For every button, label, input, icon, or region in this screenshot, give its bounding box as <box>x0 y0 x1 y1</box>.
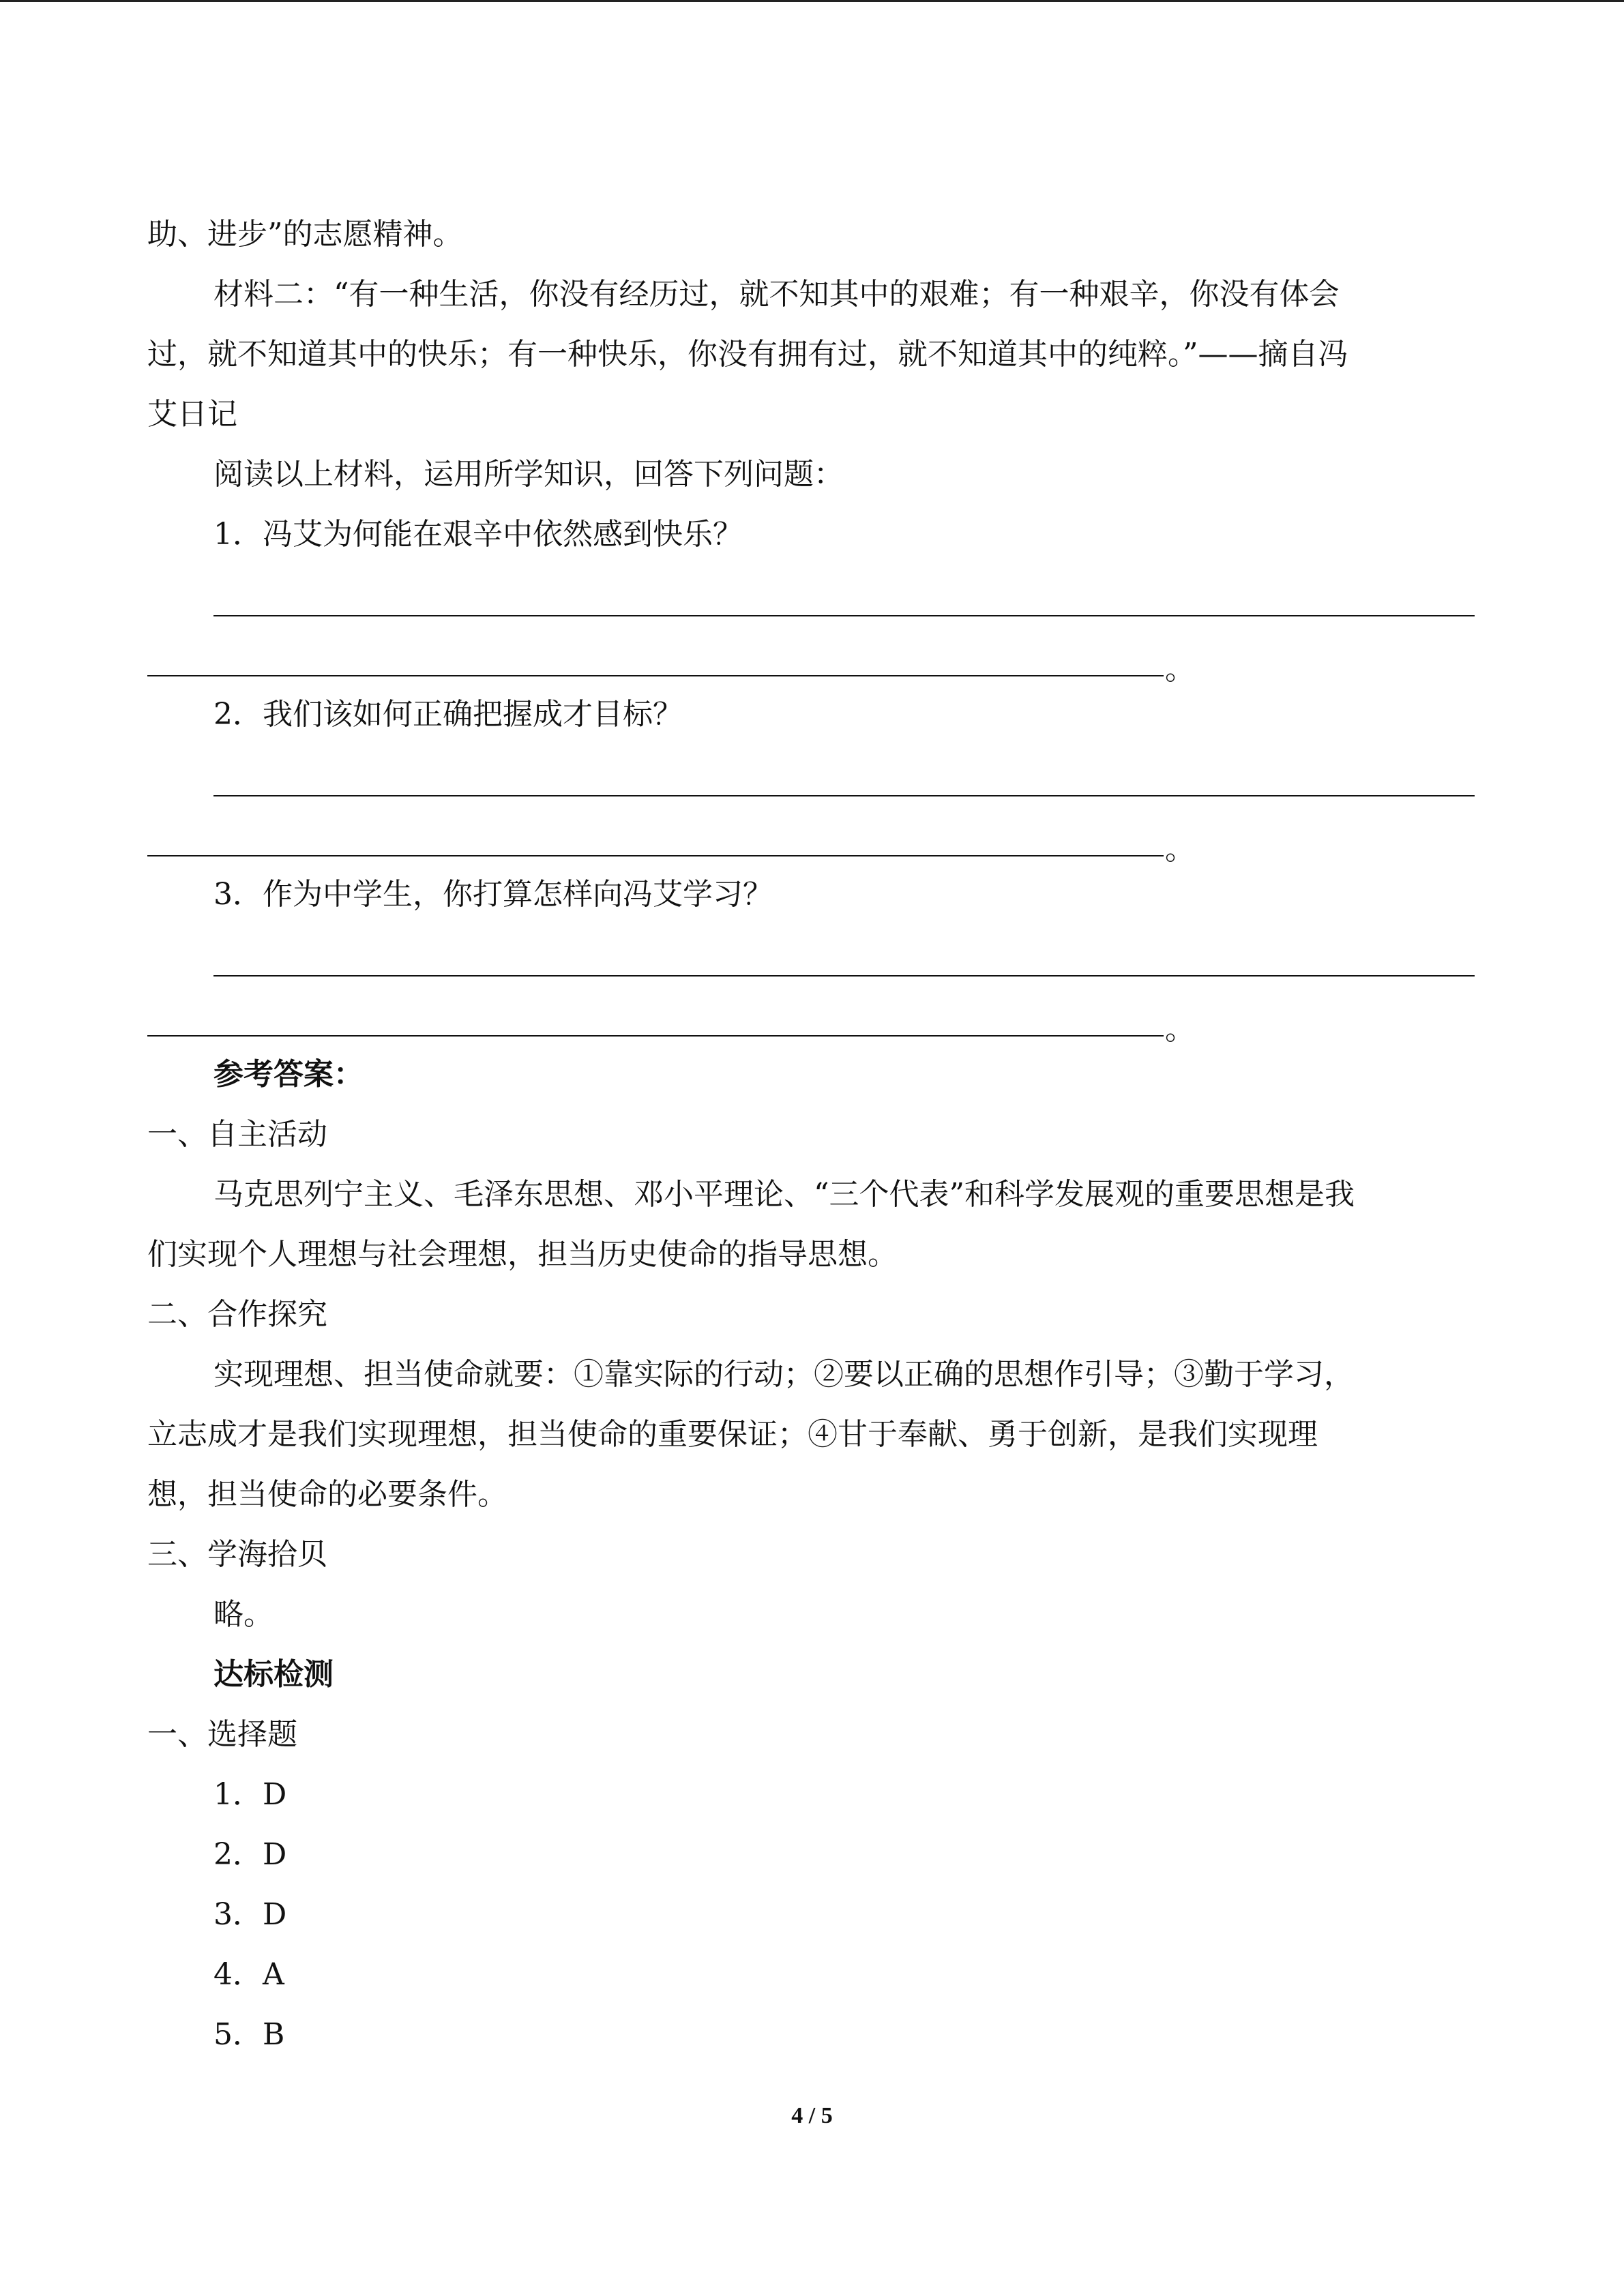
answer-blank-2b <box>147 805 1475 865</box>
section-heading: 一、自主活动 <box>147 1117 327 1152</box>
choice-answer: 5．B <box>213 2017 285 2052</box>
choice-answer: 4．A <box>213 1957 284 1992</box>
question-2: 2．我们该如何正确把握成才目标？ <box>213 697 683 732</box>
question-1: 1．冯艾为何能在艰辛中依然感到快乐？ <box>213 517 743 552</box>
text-line: 们实现个人理想与社会理想，担当历史使命的指导思想。 <box>147 1237 898 1272</box>
period-mark: 。 <box>1165 832 1195 867</box>
text-line: 立志成才是我们实现理想，担当使命的重要保证；④甘于奉献、勇于创新，是我们实现理 <box>147 1417 1318 1452</box>
top-border <box>0 0 1624 2</box>
period-mark: 。 <box>1165 1012 1195 1047</box>
text-line: 材料二：“有一种生活，你没有经历过，就不知其中的艰难；有一种艰辛，你没有体会 <box>213 277 1340 312</box>
text-line: 过，就不知道其中的快乐；有一种快乐，你没有拥有过，就不知道其中的纯粹。”——摘自冯 <box>147 337 1348 372</box>
text-line: 想，担当使命的必要条件。 <box>147 1477 507 1512</box>
answer-blank-3b <box>147 985 1475 1045</box>
section-heading: 三、学海拾贝 <box>147 1537 327 1572</box>
section-heading: 二、合作探究 <box>147 1297 327 1332</box>
answer-line <box>147 1035 1164 1037</box>
answer-blank-1a <box>147 565 1475 625</box>
page-number: 4 / 5 <box>791 2103 833 2128</box>
text-line: 略。 <box>213 1597 274 1632</box>
choice-answer: 2．D <box>213 1837 287 1872</box>
choice-answer: 3．D <box>213 1897 287 1932</box>
text-line: 助、进步”的志愿精神。 <box>147 217 463 252</box>
answer-line <box>213 795 1475 796</box>
text-line: 马克思列宁主义、毛泽东思想、邓小平理论、“三个代表”和科学发展观的重要思想是我 <box>213 1177 1355 1212</box>
test-heading: 达标检测 <box>213 1657 334 1692</box>
answer-line <box>213 615 1475 616</box>
answer-line <box>147 675 1164 676</box>
text-line: 阅读以上材料，运用所学知识，回答下列问题： <box>213 457 844 492</box>
text-line: 实现理想、担当使命就要：①靠实际的行动；②要以正确的思想作引导；③勤于学习， <box>213 1357 1354 1392</box>
choice-answer: 1．D <box>213 1777 287 1812</box>
period-mark: 。 <box>1165 652 1195 687</box>
answer-blank-2a <box>147 745 1475 805</box>
question-3: 3．作为中学生，你打算怎样向冯艾学习？ <box>213 877 773 912</box>
answer-blank-3a <box>147 925 1475 985</box>
document-page <box>147 205 1475 2065</box>
section-heading: 一、选择题 <box>147 1717 297 1752</box>
answer-blank-1b <box>147 625 1475 685</box>
answer-line <box>213 975 1475 976</box>
text-line: 艾日记 <box>147 397 237 432</box>
answer-line <box>147 855 1164 856</box>
answer-heading: 参考答案： <box>213 1057 364 1092</box>
